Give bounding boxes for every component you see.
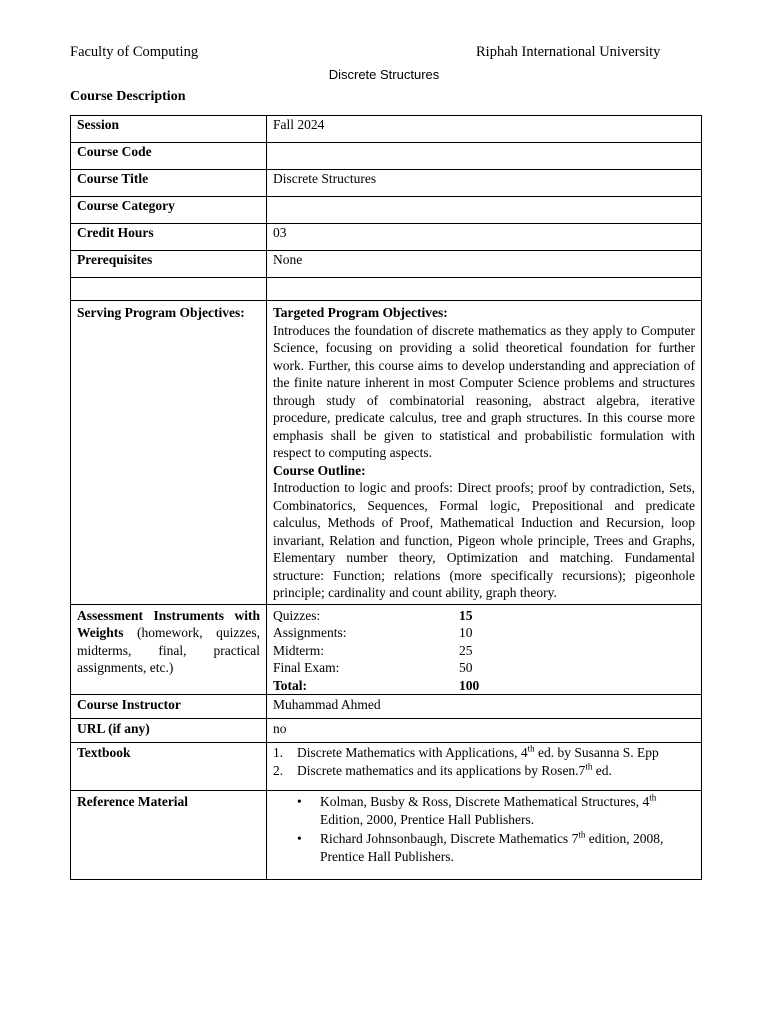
section-title: Course Description: [70, 89, 186, 104]
targeted-objectives-text: Introduces the foundation of discrete mathematics as they apply to Computer Science, focusing on providing a solid theoretical foundation for further work. Further, this course aims to develop understanding and appreciation of the finite nature inherent in most Computer Science problems and structures through study of combinatorial reasoning, abstract algebra, iterative procedure, predicate calculus, tree and graph structures. In this course more emphasis shall be given to statistical and probabilistic formulation with respect to computing aspects.: [273, 322, 695, 460]
prerequisites-label: Prerequisites: [71, 251, 267, 278]
textbook-label: Textbook: [71, 743, 267, 791]
list-item: • Kolman, Busby & Ross, Discrete Mathematical Structures, 4th Edition, 2000, Prentice Hall Publishers.: [297, 792, 657, 827]
course-title-label: Course Title: [71, 170, 267, 197]
list-item: 2. Discrete mathematics and its applications by Rosen.7th ed.: [273, 761, 612, 778]
session-label: Session: [71, 116, 267, 143]
reference-label: Reference Material: [71, 791, 267, 880]
objectives-label: Serving Program Objectives:: [71, 301, 267, 605]
assessment-total-name: Total:: [273, 677, 308, 693]
row-credit-hours: [71, 224, 702, 251]
instructor-value: Muhammad Ahmed: [267, 695, 702, 719]
assessment-label: [71, 604, 267, 695]
bullet: •: [297, 794, 302, 809]
course-category-value: [267, 197, 702, 224]
row-objectives: [71, 301, 702, 605]
reference-cell: [267, 791, 702, 880]
list-number: 1.: [273, 745, 284, 760]
textbook-list: [273, 744, 695, 779]
row-empty: [71, 278, 702, 301]
list-number: 2.: [273, 762, 284, 778]
assessment-total-weight: 100: [459, 677, 480, 693]
reference-list: [273, 793, 695, 865]
prerequisites-value: None: [267, 251, 702, 278]
row-course-code: [71, 143, 702, 170]
course-code-label: Course Code: [71, 143, 267, 170]
targeted-objectives-heading: Targeted Program Objectives:: [273, 305, 448, 320]
row-url: [71, 719, 702, 743]
course-outline-heading: Course Outline:: [273, 462, 366, 478]
course-outline-text: Introduction to logic and proofs: Direct proofs; proof by contradiction, Sets, Combinatorics, Sequences, Formal logic, Prepositional and predicate calculus, Methods of Proof, Mathematical Induction and Recursion, loop invariant, Relation and function, Pigeon whole principle, Trees and Graphs, Elementary number theory, Optimization and matching. Fundamental structure: Function; relations (more specifically recursions); pigeonhole principle; cardinality and count ability, graph theory.: [273, 480, 695, 600]
course-description-table: [70, 115, 702, 880]
assessment-list: [273, 607, 695, 695]
assessment-label-rest: (homework, quizzes, midterms, final, practical assignments, etc.): [77, 625, 260, 675]
credit-hours-label: Credit Hours: [71, 224, 267, 251]
row-session: [71, 116, 702, 143]
course-code-value: [267, 143, 702, 170]
assessment-item-weight: 50: [459, 660, 473, 675]
course-category-label: Course Category: [71, 197, 267, 224]
assessment-label-bold: Assessment Instruments with Weights: [77, 607, 260, 640]
row-course-category: [71, 197, 702, 224]
list-item: 1. Discrete Mathematics with Applications, 4th ed. by Susanna S. Epp: [273, 743, 659, 760]
faculty-name: Faculty of Computing: [70, 44, 199, 60]
credit-hours-value: 03: [267, 224, 702, 251]
url-label: URL (if any): [71, 719, 267, 743]
assessment-item-weight: 10: [459, 625, 473, 640]
assessment-item-name: Final Exam:: [273, 660, 340, 675]
assessment-item-name: Assignments:: [273, 625, 347, 640]
row-instructor: [71, 695, 702, 719]
assessment-item-weight: 25: [459, 642, 473, 658]
list-item: • Richard Johnsonbaugh, Discrete Mathematics 7th edition, 2008, Prentice Hall Publishers.: [297, 829, 664, 864]
empty-value-cell: [267, 278, 702, 301]
url-value: no: [267, 719, 702, 743]
instructor-label: Course Instructor: [71, 695, 267, 719]
university-name: Riphah International University: [476, 44, 661, 60]
assessment-item-name: Midterm:: [273, 642, 324, 658]
row-reference: [71, 791, 702, 880]
row-course-title: [71, 170, 702, 197]
assessment-cell: [267, 604, 702, 695]
assessment-item-name: Quizzes:: [273, 607, 321, 623]
document-title: Discrete Structures: [328, 67, 440, 82]
session-value: Fall 2024: [267, 116, 702, 143]
assessment-item-weight: 15: [459, 607, 473, 623]
row-textbook: [71, 743, 702, 791]
objectives-cell: [267, 301, 702, 605]
textbook-cell: [267, 743, 702, 791]
bullet: •: [297, 831, 302, 846]
row-assessment: [71, 604, 702, 695]
empty-label-cell: [71, 278, 267, 301]
row-prerequisites: [71, 251, 702, 278]
course-title-value: Discrete Structures: [267, 170, 702, 197]
